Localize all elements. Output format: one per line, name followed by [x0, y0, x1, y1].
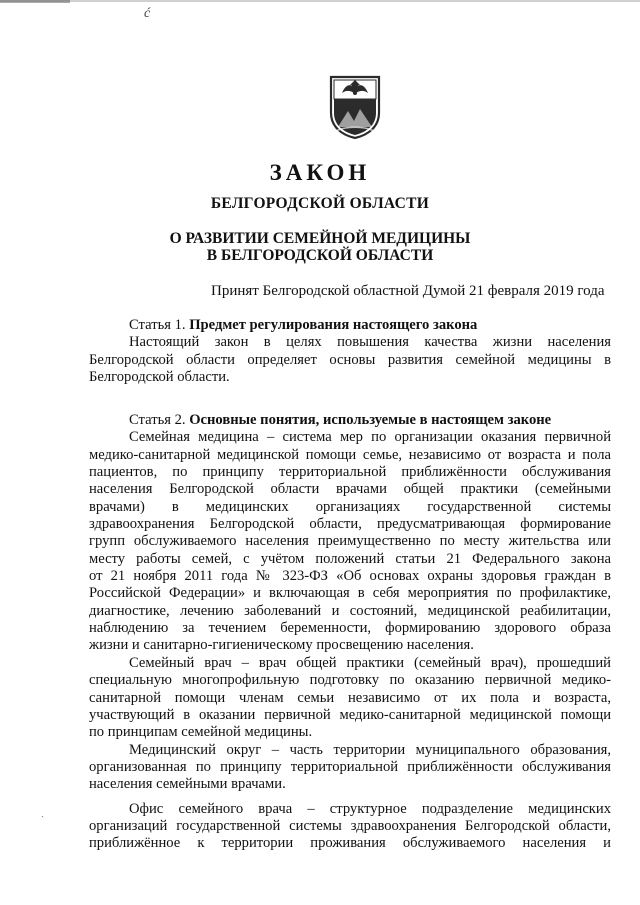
paragraph-line: организаций государственной системы здравоохранения Белгородской области,: [89, 817, 611, 834]
paragraph-line: участвующий в оказании первичной медико-санитарной медицинской помощи: [89, 706, 611, 723]
document-subject: [0, 230, 640, 264]
paragraph-line: диагностике, лечению заболеваний и состояний, медицинской реабилитации,: [89, 602, 611, 619]
scan-margin-mark: ˏ: [41, 807, 45, 818]
document-subject-line: О РАЗВИТИИ СЕМЕЙНОЙ МЕДИЦИНЫ: [169, 230, 471, 247]
paragraph-line: санитарной помощи членам семьи независимо от их пола и возраста,: [89, 689, 611, 706]
scan-top-edge: [0, 0, 640, 2]
paragraph-line: месту работы семей, с учётом положений статьи 21 Федерального закона: [89, 550, 611, 567]
paragraph-line: населения Белгородской области врачами общей практики (семейными: [89, 481, 611, 498]
article-title: Предмет регулирования настоящего закона: [189, 317, 478, 333]
paragraph-line: Семейный врач – врач общей практики (семейный врач), прошедший: [129, 654, 611, 671]
paragraph-line: пациентов, по принципу территориальной приближённости обслуживания: [89, 464, 611, 481]
article-number: Статья 2.: [129, 412, 190, 428]
article-title: Основные понятия, используемые в настоящем законе: [189, 412, 552, 428]
paragraph-line: Медицинский округ – часть территории муниципального образования,: [129, 741, 611, 758]
definition-paragraph: [89, 429, 611, 654]
paragraph-line: наблюдению за течением беременности, формированию здорового образа: [89, 620, 611, 637]
paragraph-line: населения семейными врачами.: [89, 776, 286, 793]
article-heading: [89, 412, 611, 429]
paragraph-line: от 21 ноября 2011 года № 323-ФЗ «Об основах охраны здоровья граждан в: [89, 568, 611, 585]
adoption-note: Принят Белгородской областной Думой 21 февраля 2019 года: [211, 283, 605, 299]
paragraph-line: специальную многопрофильную подготовку по оказанию первичной медико-: [89, 672, 611, 689]
article-1: [89, 317, 611, 386]
article-text-line: Настоящий закон в целях повышения качества жизни населения: [129, 334, 611, 351]
paragraph-line: жизни и санитарно-гигиеническому просвещению населения.: [89, 637, 474, 654]
paragraph-line: организованная по принципу территориальной приближённости обслуживания: [89, 758, 611, 775]
scan-top-edge-mark: [0, 0, 70, 3]
paragraph-gap: [89, 794, 611, 801]
definition-paragraph: [89, 655, 611, 742]
definition-paragraph: [89, 801, 611, 853]
document-subject-line: В БЕЛГОРОДСКОЙ ОБЛАСТИ: [206, 247, 434, 264]
paragraph-line: приближённое к территории проживания обслуживаемого населения и: [89, 835, 611, 852]
paragraph-line: по принципам семейной медицины.: [89, 724, 313, 741]
paragraph-line: здравоохранения Белгородской области, предусматривающая формирование: [89, 516, 611, 533]
paragraph-line: Офис семейного врача – структурное подразделение медицинских: [129, 800, 611, 817]
belgorod-coat-of-arms-icon: [328, 75, 382, 139]
definition-paragraph: [89, 742, 611, 794]
paragraph-line: Российской Федерации» и включающая в себя мероприятия по профилактике,: [89, 585, 611, 602]
article-text-line: Белгородской области.: [89, 369, 230, 386]
paragraph-line: медико-санитарной медицинской помощи семье, независимо от возраста и пола: [89, 446, 611, 463]
scan-mark: ć: [144, 6, 151, 21]
paragraph-line: Семейная медицина – система мер по организации оказания первичной: [129, 429, 611, 446]
document-region: БЕЛГОРОДСКОЙ ОБЛАСТИ: [210, 195, 430, 212]
article-number: Статья 1.: [129, 317, 190, 333]
paragraph-line: групп обслуживаемого населения преимущественно по месту жительства или: [89, 533, 611, 550]
article-heading: [89, 317, 611, 334]
paragraph-line: врачами) в медицинских организациях государственной системы: [89, 498, 611, 515]
article-text-line: Белгородской области определяет основы развития семейной медицины в: [89, 351, 611, 368]
document-title: ЗАКОН: [269, 160, 371, 185]
article-2: [89, 412, 611, 853]
